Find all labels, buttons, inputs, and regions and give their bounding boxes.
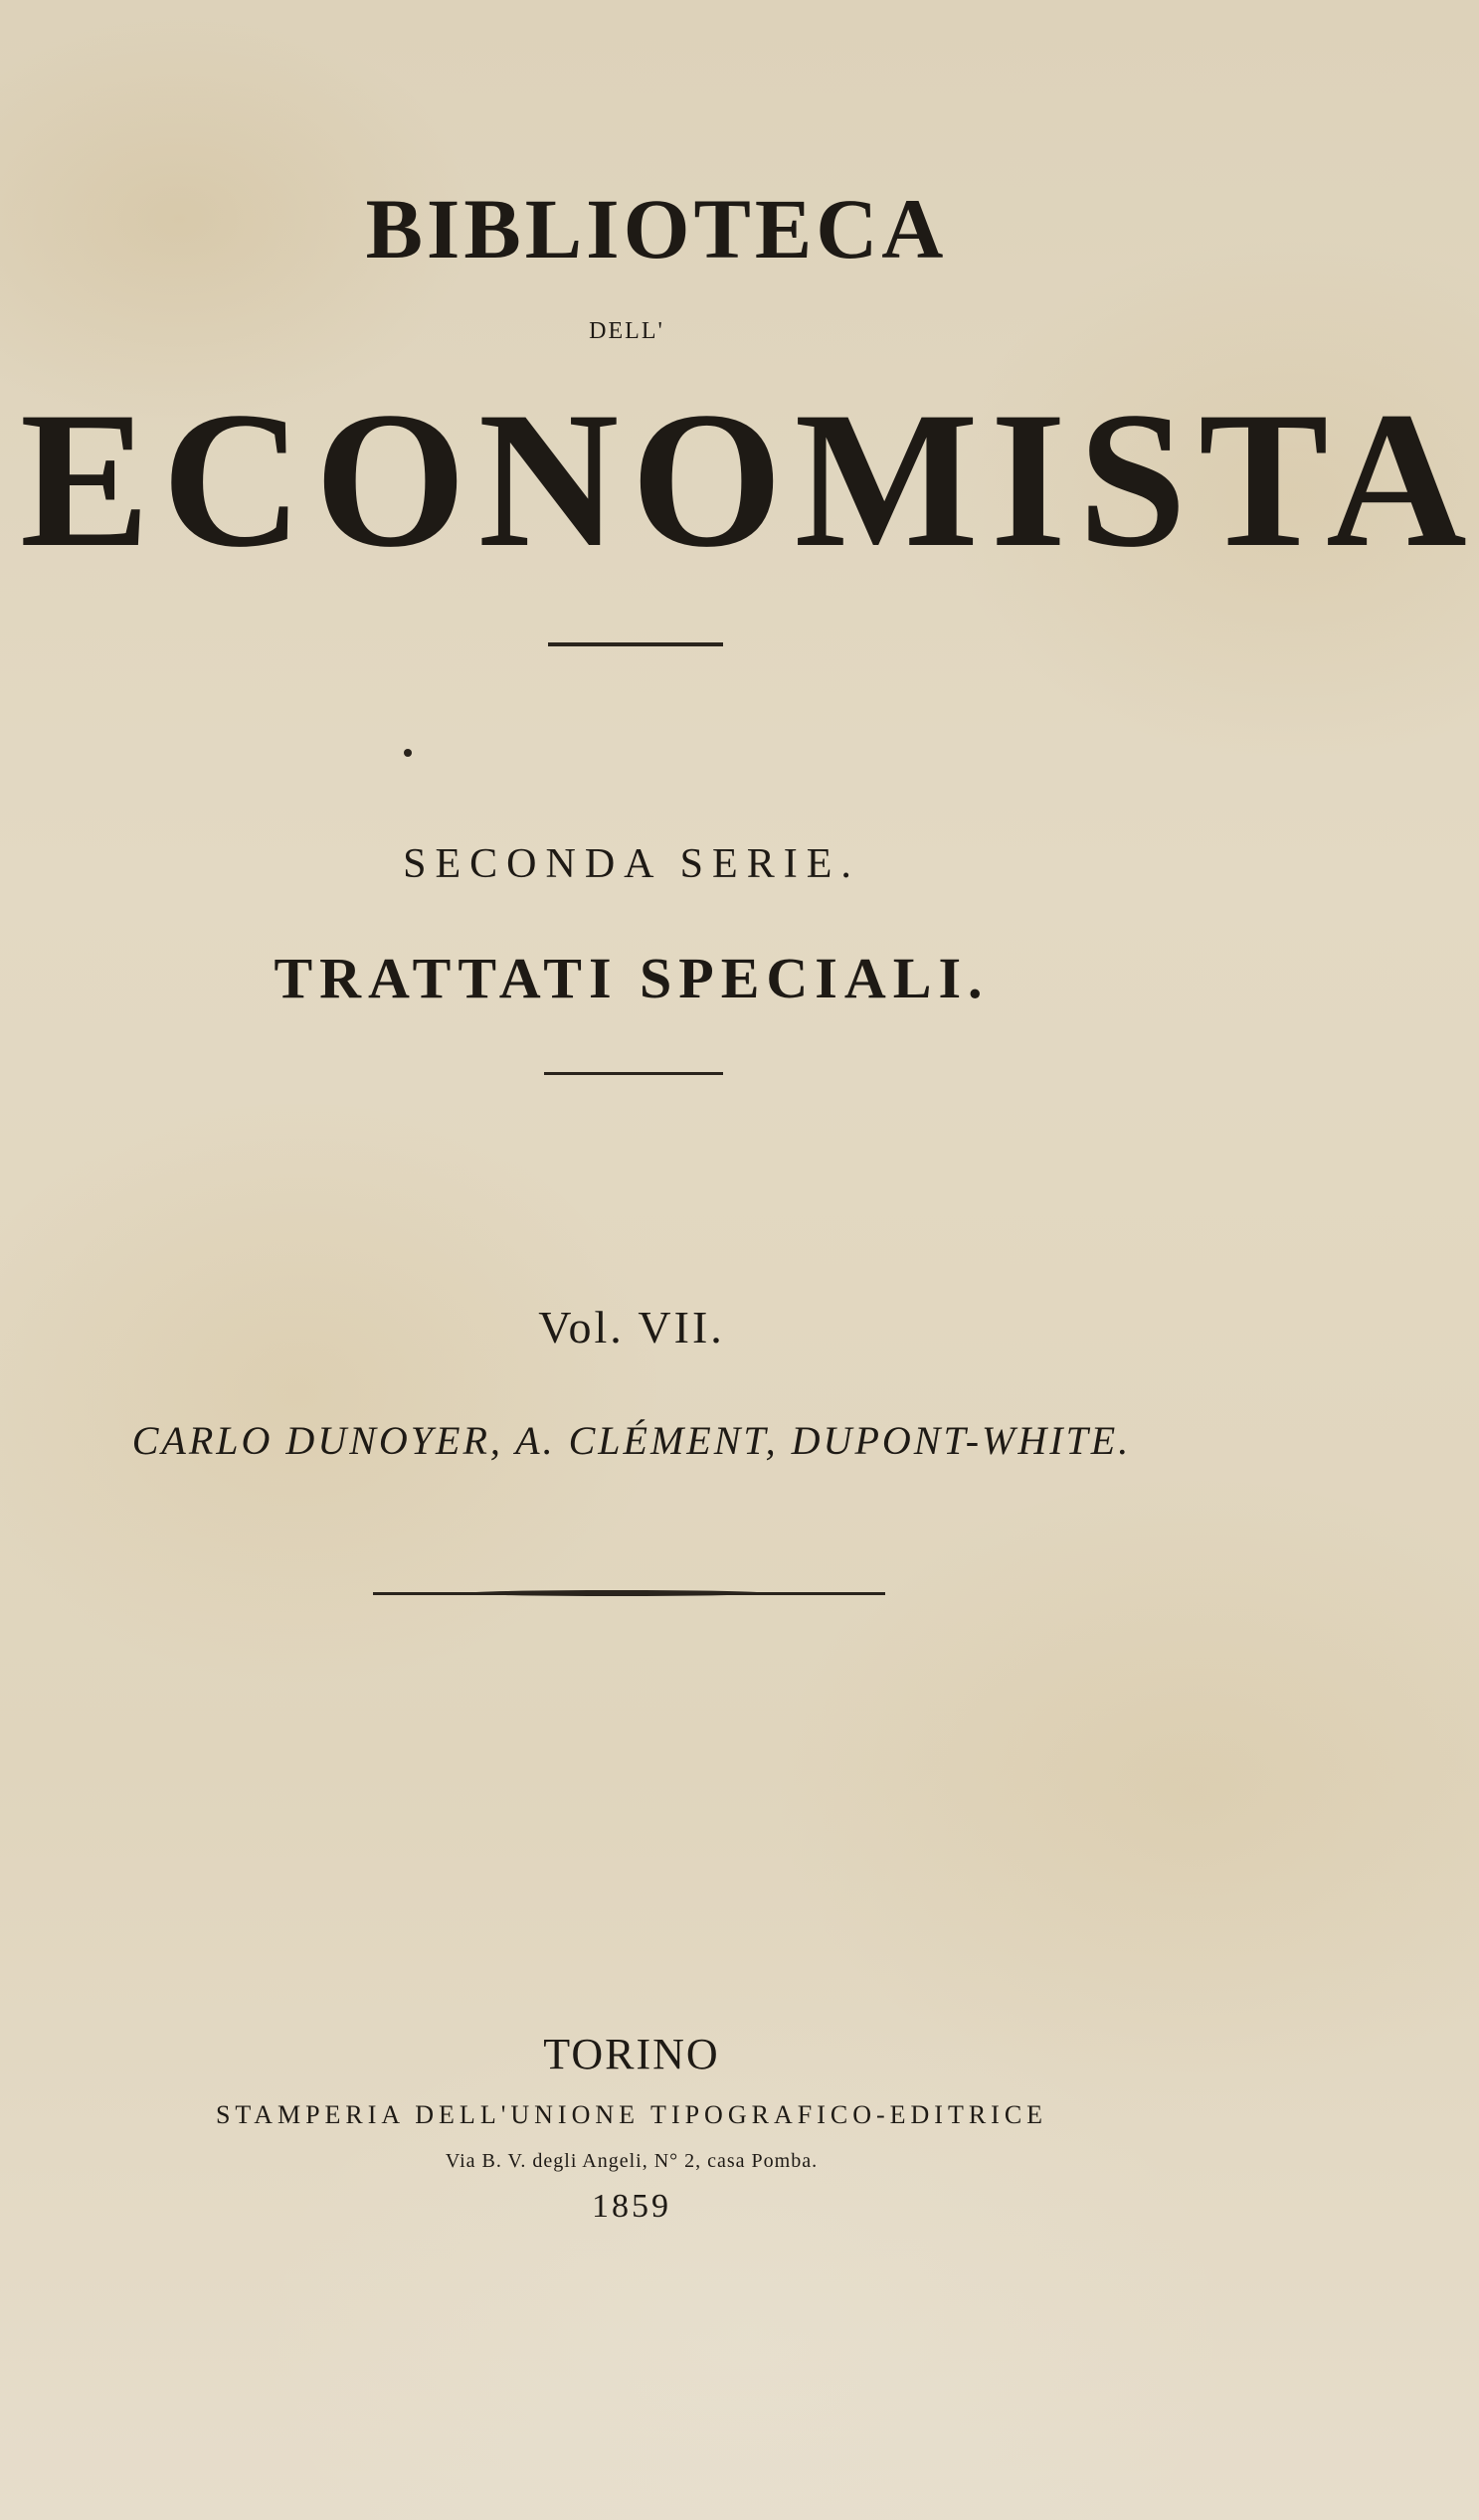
authors-line: CARLO DUNOYER, A. CLÉMENT, DUPONT-WHITE. [131,1418,1132,1463]
imprint-year: 1859 [592,2188,671,2225]
divider-rule-middle [544,1072,723,1075]
subseries-label: TRATTATI SPECIALI. [274,946,990,1010]
ink-dot [404,749,412,757]
volume-number: Vol. VII. [538,1302,725,1352]
series-label: SECONDA SERIE. [403,841,860,887]
imprint-city: TORINO [543,2030,720,2078]
series-title-biblioteca: BIBLIOTECA [365,181,948,276]
series-title-connector: DELL' [589,318,664,344]
imprint-address: Via B. V. degli Angeli, N° 2, casa Pomba. [445,2150,819,2172]
series-title-economista: ECONOMISTA [20,372,1479,588]
divider-rule-top [548,642,723,646]
divider-rule-bottom-swell [467,1590,766,1596]
imprint-printer: STAMPERIA DELL'UNIONE TIPOGRAFICO-EDITRICE [215,2100,1048,2129]
